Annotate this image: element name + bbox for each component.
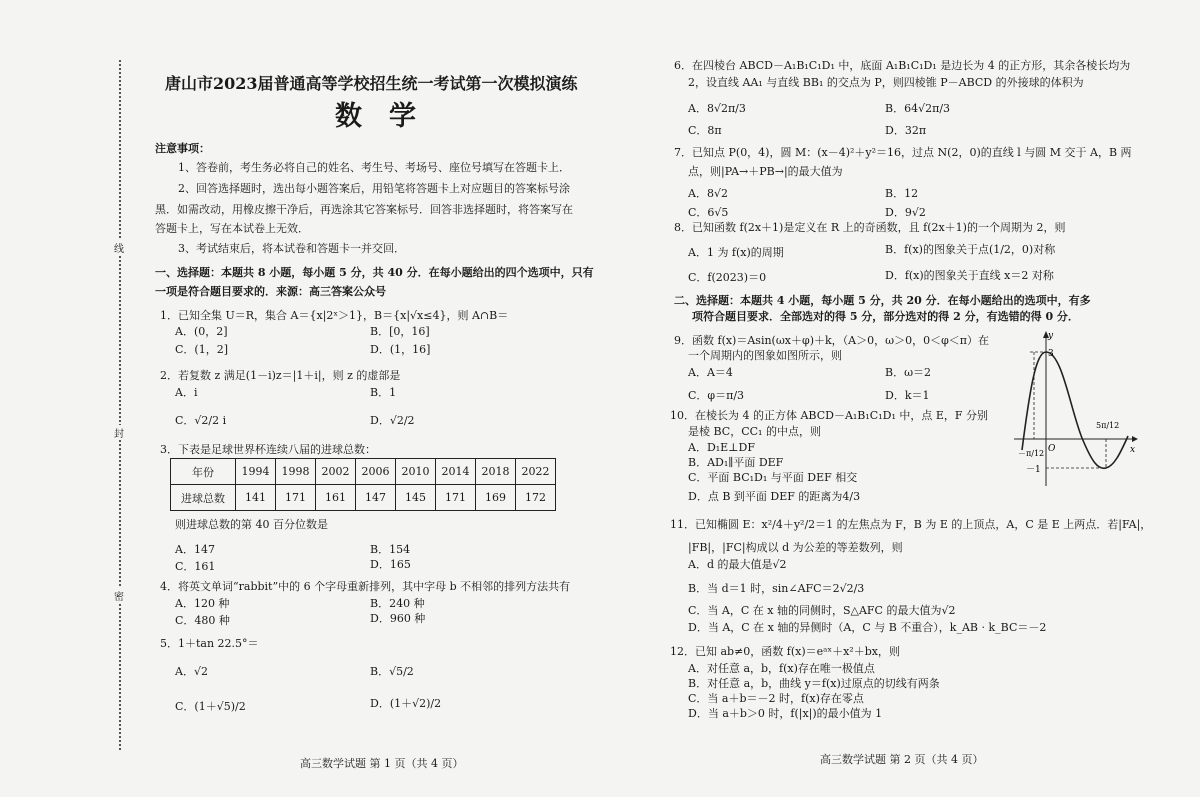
q12-option-b: B．对任意 a，b，曲线 y＝f(x)过原点的切线有两条 (688, 677, 940, 690)
left-tick-label: －π/12 (1018, 449, 1045, 458)
q5-option-a: A．√2 (175, 665, 208, 678)
q1-option-d: D．(1，16] (370, 343, 431, 356)
q1-option-b: B．[0，16] (370, 325, 430, 338)
q6-option-b: B．64√2π/3 (885, 102, 951, 115)
q11-option-a: A．d 的最大值是√2 (688, 558, 787, 571)
table-cell: 169 (476, 485, 516, 511)
table-row (171, 459, 556, 485)
table-cell: 2018 (476, 459, 516, 485)
table-cell: 2022 (516, 459, 556, 485)
q4-option-a: A．120 种 (175, 597, 230, 610)
x-label: x (1130, 445, 1136, 455)
q3-option-d: D．165 (370, 558, 411, 571)
q8-stem: 8．已知函数 f(2x＋1)是定义在 R 上的奇函数，且 f(2x＋1)的一个周期为 2，则 (674, 221, 1066, 234)
q5-option-d: D．(1＋√2)/2 (370, 697, 442, 710)
q10-option-c: C．平面 BC₁D₁ 与平面 DEF 相交 (688, 471, 858, 484)
table-header-cell: 进球总数 (171, 485, 236, 511)
q7-stem: 点，则|PA→＋PB→|的最大值为 (688, 165, 843, 178)
q7-option-a: A．8√2 (688, 187, 728, 200)
q4-option-b: B．240 种 (370, 597, 425, 610)
table-cell: 171 (276, 485, 316, 511)
q11-option-c: C．当 A，C 在 x 轴的同侧时，S△AFC 的最大值为√2 (688, 604, 956, 617)
binding-mark-mi: 密 (106, 588, 132, 603)
binding-mark-feng: 封 (106, 425, 132, 440)
q9-option-a: A．A＝4 (688, 366, 733, 379)
q2-stem: 2．若复数 z 满足(1－i)z＝|1＋i|，则 z 的虚部是 (160, 369, 401, 382)
q4-stem: 4．将英文单词“rabbit”中的 6 个字母重新排列，其中字母 b 不相邻的排列方法共有 (160, 580, 571, 593)
table-cell: 2006 (356, 459, 396, 485)
q3-question: 则进球总数的第 40 百分位数是 (175, 518, 328, 531)
q4-option-d: D．960 种 (370, 612, 426, 625)
q12-option-c: C．当 a＋b＝－2 时，f(x)存在零点 (688, 692, 864, 705)
y-label: y (1048, 331, 1054, 341)
section-2-heading: 二、选择题：本题共 4 小题，每小题 5 分，共 20 分．在每小题给出的选项中，有多 (674, 294, 1091, 307)
q8-option-b: B．f(x)的图象关于点(1/2，0)对称 (885, 243, 1056, 256)
exam-page-2 (620, 0, 1200, 797)
q2-option-a: A．i (175, 386, 198, 399)
q11-stem: 11．已知椭圆 E：x²/4＋y²/2＝1 的左焦点为 F，B 为 E 的上顶点，A，C 是 E 上两点．若|FA|， (670, 518, 1152, 531)
min-value-label: －1 (1026, 465, 1041, 475)
right-tick-label: 5π/12 (1096, 421, 1120, 430)
q5-option-b: B．√5/2 (370, 665, 414, 678)
q9-option-c: C．φ＝π/3 (688, 389, 745, 402)
section-1-heading: 一项是符合题目要求的．来源：高三答案公众号 (155, 285, 386, 298)
q6-stem: 2，设直线 AA₁ 与直线 BB₁ 的交点为 P，则四棱锥 P－ABCD 的外接球的体积为 (688, 76, 1084, 89)
notice-line: 3、考试结束后，将本试卷和答题卡一并交回． (178, 242, 405, 255)
q1-stem: 1．已知全集 U＝R，集合 A＝{x|2ˣ＞1}，B＝{x|√x≤4}，则 A∩B＝ (160, 309, 509, 322)
q8-option-d: D．f(x)的图象关于直线 x＝2 对称 (885, 269, 1054, 282)
exam-title: 唐山市2023届普通高等学校招生统一考试第一次模拟演练 (165, 74, 578, 93)
q1-option-c: C．(1，2] (175, 343, 228, 356)
q8-option-c: C．f(2023)＝0 (688, 271, 767, 284)
q12-option-d: D．当 a＋b＞0 时，f(|x|)的最小值为 1 (688, 707, 883, 720)
q8-option-a: A．1 为 f(x)的周期 (688, 246, 784, 259)
max-value-label: 3 (1048, 349, 1054, 359)
page-footer: 高三数学试题 第 2 页（共 4 页） (820, 753, 984, 766)
q10-option-a: A．D₁E⊥DF (688, 441, 755, 454)
section-1-heading: 一、选择题：本题共 8 小题，每小题 5 分，共 40 分．在每小题给出的四个选项中，只有 (155, 266, 594, 279)
q7-option-b: B．12 (885, 187, 919, 200)
q10-stem: 是棱 BC，CC₁ 的中点，则 (688, 425, 821, 438)
q7-stem: 7．已知点 P(0，4)，圆 M：(x－4)²＋y²＝16，过点 N(2，0)的直线 l 与圆 M 交于 A，B 两 (674, 146, 1132, 159)
section-2-heading: 项符合题目要求．全部选对的得 5 分，部分选对的得 2 分，有选错的得 0 分． (692, 310, 1079, 323)
q3-option-b: B．154 (370, 543, 411, 556)
goals-table (170, 458, 556, 511)
q11-option-d: D．当 A，C 在 x 轴的异侧时（A，C 与 B 不重合），k_AB · k_BC＝－2 (688, 621, 1047, 634)
table-header-cell: 年份 (171, 459, 236, 485)
binding-mark-xian: 线 (106, 240, 132, 255)
page-footer: 高三数学试题 第 1 页（共 4 页） (300, 757, 464, 770)
q9-stem: 9．函数 f(x)＝Asin(ωx＋φ)＋k，（A＞0，ω＞0，0＜φ＜π）在 (674, 334, 990, 347)
q10-stem: 10．在棱长为 4 的正方体 ABCD－A₁B₁C₁D₁ 中，点 E，F 分别 (670, 409, 989, 422)
q5-option-c: C．(1＋√5)/2 (175, 700, 246, 713)
table-cell: 171 (436, 485, 476, 511)
table-cell: 2014 (436, 459, 476, 485)
q9-sine-graph (1010, 328, 1140, 490)
table-cell: 172 (516, 485, 556, 511)
notice-line: 2、回答选择题时，选出每小题答案后，用铅笔将答题卡上对应题目的答案标号涂 (178, 182, 570, 195)
q9-option-b: B．ω＝2 (885, 366, 932, 379)
q11-option-b: B．当 d＝1 时，sin∠AFC＝2√2/3 (688, 582, 865, 595)
q10-option-b: B．AD₁∥平面 DEF (688, 456, 784, 469)
q12-option-a: A．对任意 a，b，f(x)存在唯一极值点 (688, 662, 875, 675)
q1-option-a: A．(0，2] (175, 325, 228, 338)
origin-label: O (1048, 444, 1056, 454)
notice-heading: 注意事项： (155, 142, 210, 155)
q6-stem: 6．在四棱台 ABCD－A₁B₁C₁D₁ 中，底面 A₁B₁C₁D₁ 是边长为 4 的正方形，其余各棱长均为 (674, 59, 1131, 72)
table-cell: 2010 (396, 459, 436, 485)
q3-stem: 3．下表是足球世界杯连续八届的进球总数： (160, 443, 376, 456)
q6-option-a: A．8√2π/3 (688, 102, 746, 115)
q11-stem: |FB|，|FC|构成以 d 为公差的等差数列，则 (688, 541, 903, 554)
table-cell: 145 (396, 485, 436, 511)
q3-option-a: A．147 (175, 543, 215, 556)
q2-option-b: B．1 (370, 386, 397, 399)
notice-line: 答题卡上，写在本试卷上无效． (155, 222, 309, 235)
q2-option-c: C．√2/2 i (175, 414, 227, 427)
table-cell: 147 (356, 485, 396, 511)
q2-option-d: D．√2/2 (370, 414, 415, 427)
q9-option-d: D．k＝1 (885, 389, 930, 402)
table-cell: 1998 (276, 459, 316, 485)
notice-line: 黑．如需改动，用橡皮擦干净后，再选涂其它答案标号．回答非选择题时，将答案写在 (155, 203, 573, 216)
q12-stem: 12．已知 ab≠0，函数 f(x)＝eᵃˣ＋x²＋bx，则 (670, 645, 900, 658)
q6-option-d: D．32π (885, 124, 927, 137)
q4-option-c: C．480 种 (175, 614, 230, 627)
q3-option-c: C．161 (175, 560, 216, 573)
q6-option-c: C．8π (688, 124, 722, 137)
q10-option-d: D．点 B 到平面 DEF 的距离为4/3 (688, 490, 861, 503)
q7-option-c: C．6√5 (688, 206, 729, 219)
notice-line: 1、答卷前，考生务必将自己的姓名、考生号、考场号、座位号填写在答题卡上． (178, 161, 570, 174)
table-cell: 1994 (236, 459, 276, 485)
q9-stem: 一个周期内的图象如图所示，则 (688, 349, 842, 362)
q5-stem: 5．1＋tan 22.5°＝ (160, 637, 259, 650)
x-axis-arrow (1132, 436, 1138, 442)
table-cell: 2002 (316, 459, 356, 485)
table-row (171, 485, 556, 511)
q7-option-d: D．9√2 (885, 206, 926, 219)
table-cell: 141 (236, 485, 276, 511)
binding-line (119, 60, 121, 750)
subject-title: 数 学 (335, 101, 416, 132)
table-cell: 161 (316, 485, 356, 511)
